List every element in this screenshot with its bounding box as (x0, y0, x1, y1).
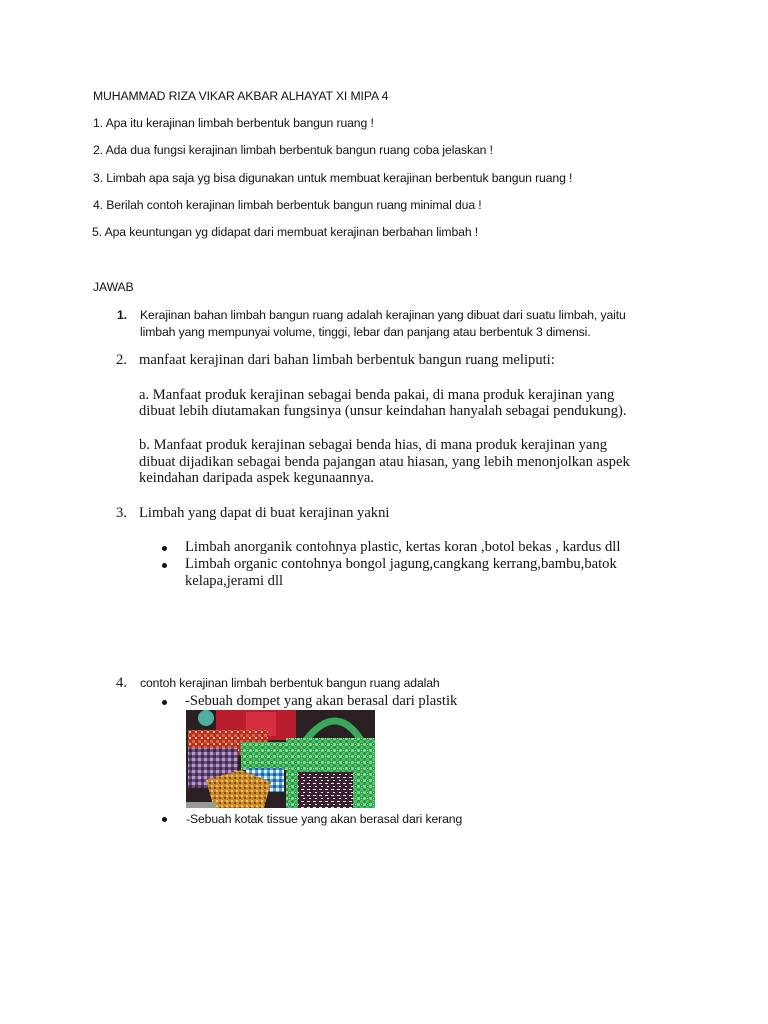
answer-2-point-b-line-2: dibuat dijadikan sebagai benda pajangan atau hiasan, yang lebih menonjolkan aspek (139, 454, 630, 470)
question-2: 2. Ada dua fungsi kerajinan limbah berbentuk bangun ruang coba jelaskan ! (93, 143, 493, 157)
answer-3-intro: Limbah yang dapat di buat kerajinan yakni (139, 505, 390, 521)
answer-4-bullet-1: -Sebuah dompet yang akan berasal dari plastik (185, 693, 458, 709)
answer-3-number: 3. (116, 505, 127, 521)
question-4: 4. Berilah contoh kerajinan limbah berbentuk bangun ruang minimal dua ! (93, 198, 482, 212)
bullet-icon (162, 546, 167, 551)
answer-1-line-2: limbah yang mempunyai volume, tinggi, lebar dan panjang atau berbentuk 3 dimensi. (140, 325, 591, 339)
woven-bags-photo (186, 710, 375, 808)
bullet-icon (162, 700, 167, 705)
answer-2-intro: manfaat kerajinan dari bahan limbah berbentuk bangun ruang meliputi: (139, 352, 555, 368)
answer-1-line-1: Kerajinan bahan limbah bangun ruang adalah kerajinan yang dibuat dari suatu limbah, yaitu (140, 308, 626, 322)
answer-3-bullet-2-line-2: kelapa,jerami dll (185, 573, 284, 589)
document-header: MUHAMMAD RIZA VIKAR AKBAR ALHAYAT XI MIPA 4 (93, 89, 389, 103)
answer-2-point-a-line-1: a. Manfaat produk kerajinan sebagai benda pakai, di mana produk kerajinan yang (139, 387, 615, 403)
bullet-icon (162, 817, 167, 822)
question-3: 3. Limbah apa saja yg bisa digunakan untuk membuat kerajinan berbentuk bangun ruang ! (93, 171, 573, 185)
answer-4-bullet-2: -Sebuah kotak tissue yang akan berasal dari kerang (186, 812, 463, 826)
answer-4-number: 4. (116, 675, 127, 691)
answer-4-intro: contoh kerajinan limbah berbentuk bangun ruang adalah (140, 676, 440, 690)
bullet-icon (162, 563, 167, 568)
question-1: 1. Apa itu kerajinan limbah berbentuk bangun ruang ! (93, 116, 374, 130)
answer-1-number: 1. (117, 308, 127, 322)
answer-2-point-a-line-2: dibuat lebih diutamakan fungsinya (unsur keindahan hanyalah sebagai pendukung). (139, 403, 627, 419)
answer-3-bullet-1: Limbah anorganik contohnya plastic, kertas koran ,botol bekas , kardus dll (185, 539, 621, 555)
answer-2-number: 2. (116, 352, 127, 368)
answer-2-point-b-line-1: b. Manfaat produk kerajinan sebagai benda hias, di mana produk kerajinan yang (139, 437, 608, 453)
answer-2-point-b-line-3: keindahan daripada aspek kegunaannya. (139, 470, 375, 486)
question-5: 5. Apa keuntungan yg didapat dari membuat kerajinan berbahan limbah ! (92, 225, 479, 239)
answers-heading: JAWAB (93, 280, 134, 294)
answer-3-bullet-2-line-1: Limbah organic contohnya bongol jagung,cangkang kerrang,bambu,batok (185, 556, 617, 572)
